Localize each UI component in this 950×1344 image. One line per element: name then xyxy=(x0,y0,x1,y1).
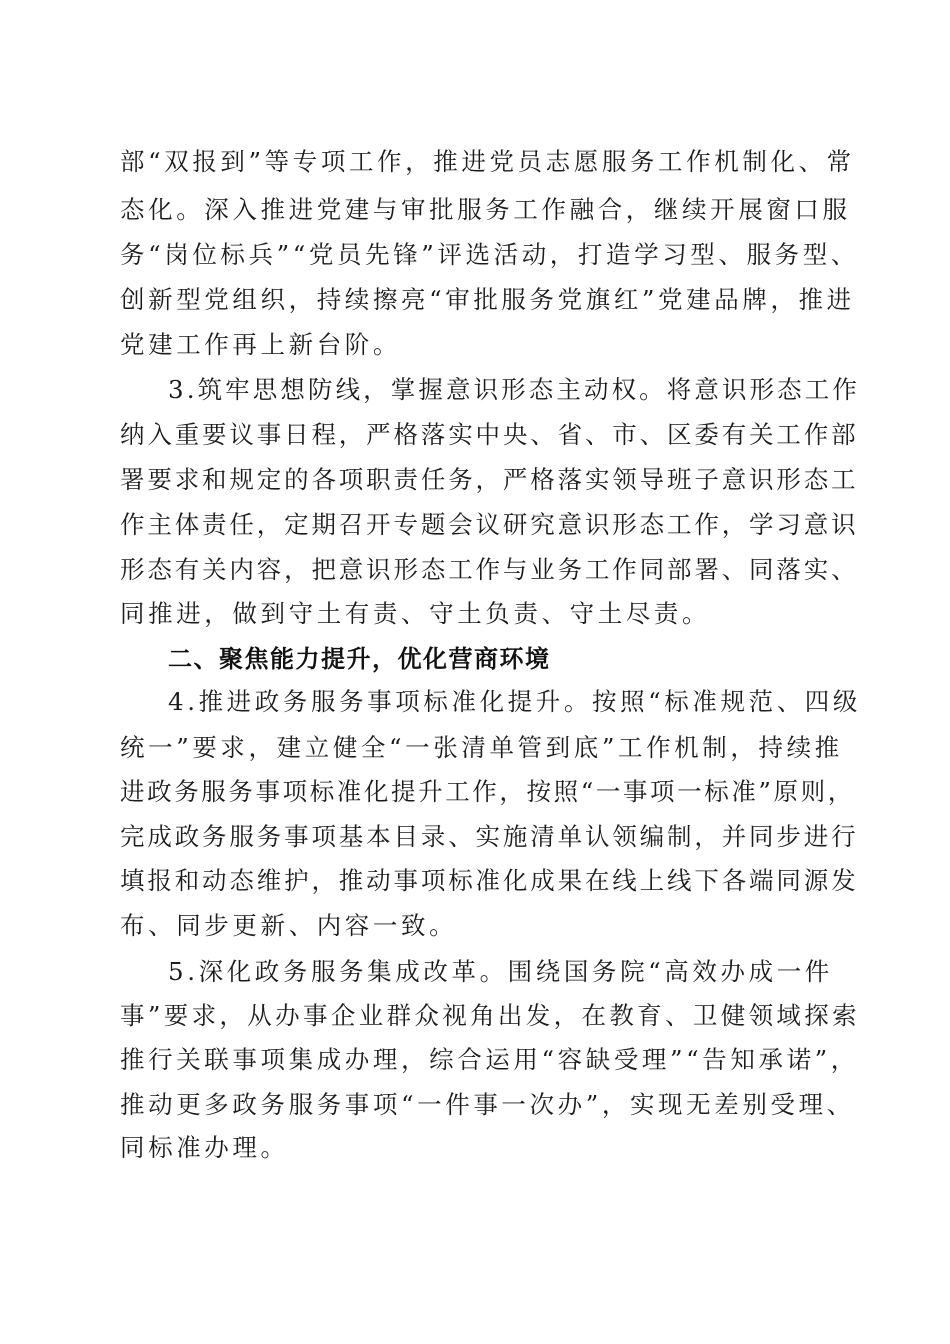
paragraph-start-line: 5.深化政务服务集成改革。围绕国务院“高效办成一件 xyxy=(168,957,833,986)
body-text-line: 创新型党组织，持续擦亮“审批服务党旗红”党建品牌，推进 xyxy=(120,285,855,314)
body-text-line: 完成政务服务事项基本目录、实施清单认领编制，并同步进行 xyxy=(120,822,859,851)
body-text-line: 填报和动态维护，推动事项标准化成果在线上线下各端同源发 xyxy=(120,866,859,895)
body-text-line: 作主体责任，定期召开专题会议研究意识形态工作，学习意识 xyxy=(120,510,859,539)
body-text-line: 形态有关内容，把意识形态工作与业务工作同部署、同落实、 xyxy=(120,555,859,584)
body-text-line: 党建工作再上新台阶。 xyxy=(120,330,401,359)
body-text-line: 推行关联事项集成办理，综合运用“容缺受理”“告知承诺”， xyxy=(120,1045,859,1074)
paragraph-start-line: 4.推进政务服务事项标准化提升。按照“标准规范、四级 xyxy=(168,687,861,716)
body-text-line: 署要求和规定的各项职责任务，严格落实领导班子意识形态工 xyxy=(120,465,859,494)
body-text-line: 纳入重要议事日程，严格落实中央、省、市、区委有关工作部 xyxy=(120,420,859,449)
body-text-line: 布、同步更新、内容一致。 xyxy=(120,911,458,940)
body-text-line: 部“双报到”等专项工作，推进党员志愿服务工作机制化、常 xyxy=(120,147,855,176)
body-text-line: 进政务服务事项标准化提升工作，按照“一事项一标准”原则， xyxy=(120,777,855,806)
body-text-line: 同推进，做到守土有责、守土负责、守土尽责。 xyxy=(120,599,711,628)
paragraph-start-line: 3.筑牢思想防线，掌握意识形态主动权。将意识形态工作 xyxy=(168,375,860,404)
body-text-line: 事”要求，从办事企业群众视角出发，在教育、卫健领域探索 xyxy=(120,1001,860,1030)
body-text-line: 推动更多政务服务事项“一件事一次办”，实现无差别受理、 xyxy=(120,1090,855,1119)
body-text-line: 态化。深入推进党建与审批服务工作融合，继续开展窗口服 xyxy=(120,195,851,224)
body-text-line: 统一”要求，建立健全“一张清单管到底”工作机制，持续推 xyxy=(120,733,843,762)
body-text-line: 同标准办理。 xyxy=(120,1133,289,1162)
body-text-line: 务“岗位标兵”“党员先锋”评选活动，打造学习型、服务型、 xyxy=(120,240,859,269)
section-heading: 二、聚焦能力提升，优化营商环境 xyxy=(168,645,551,673)
